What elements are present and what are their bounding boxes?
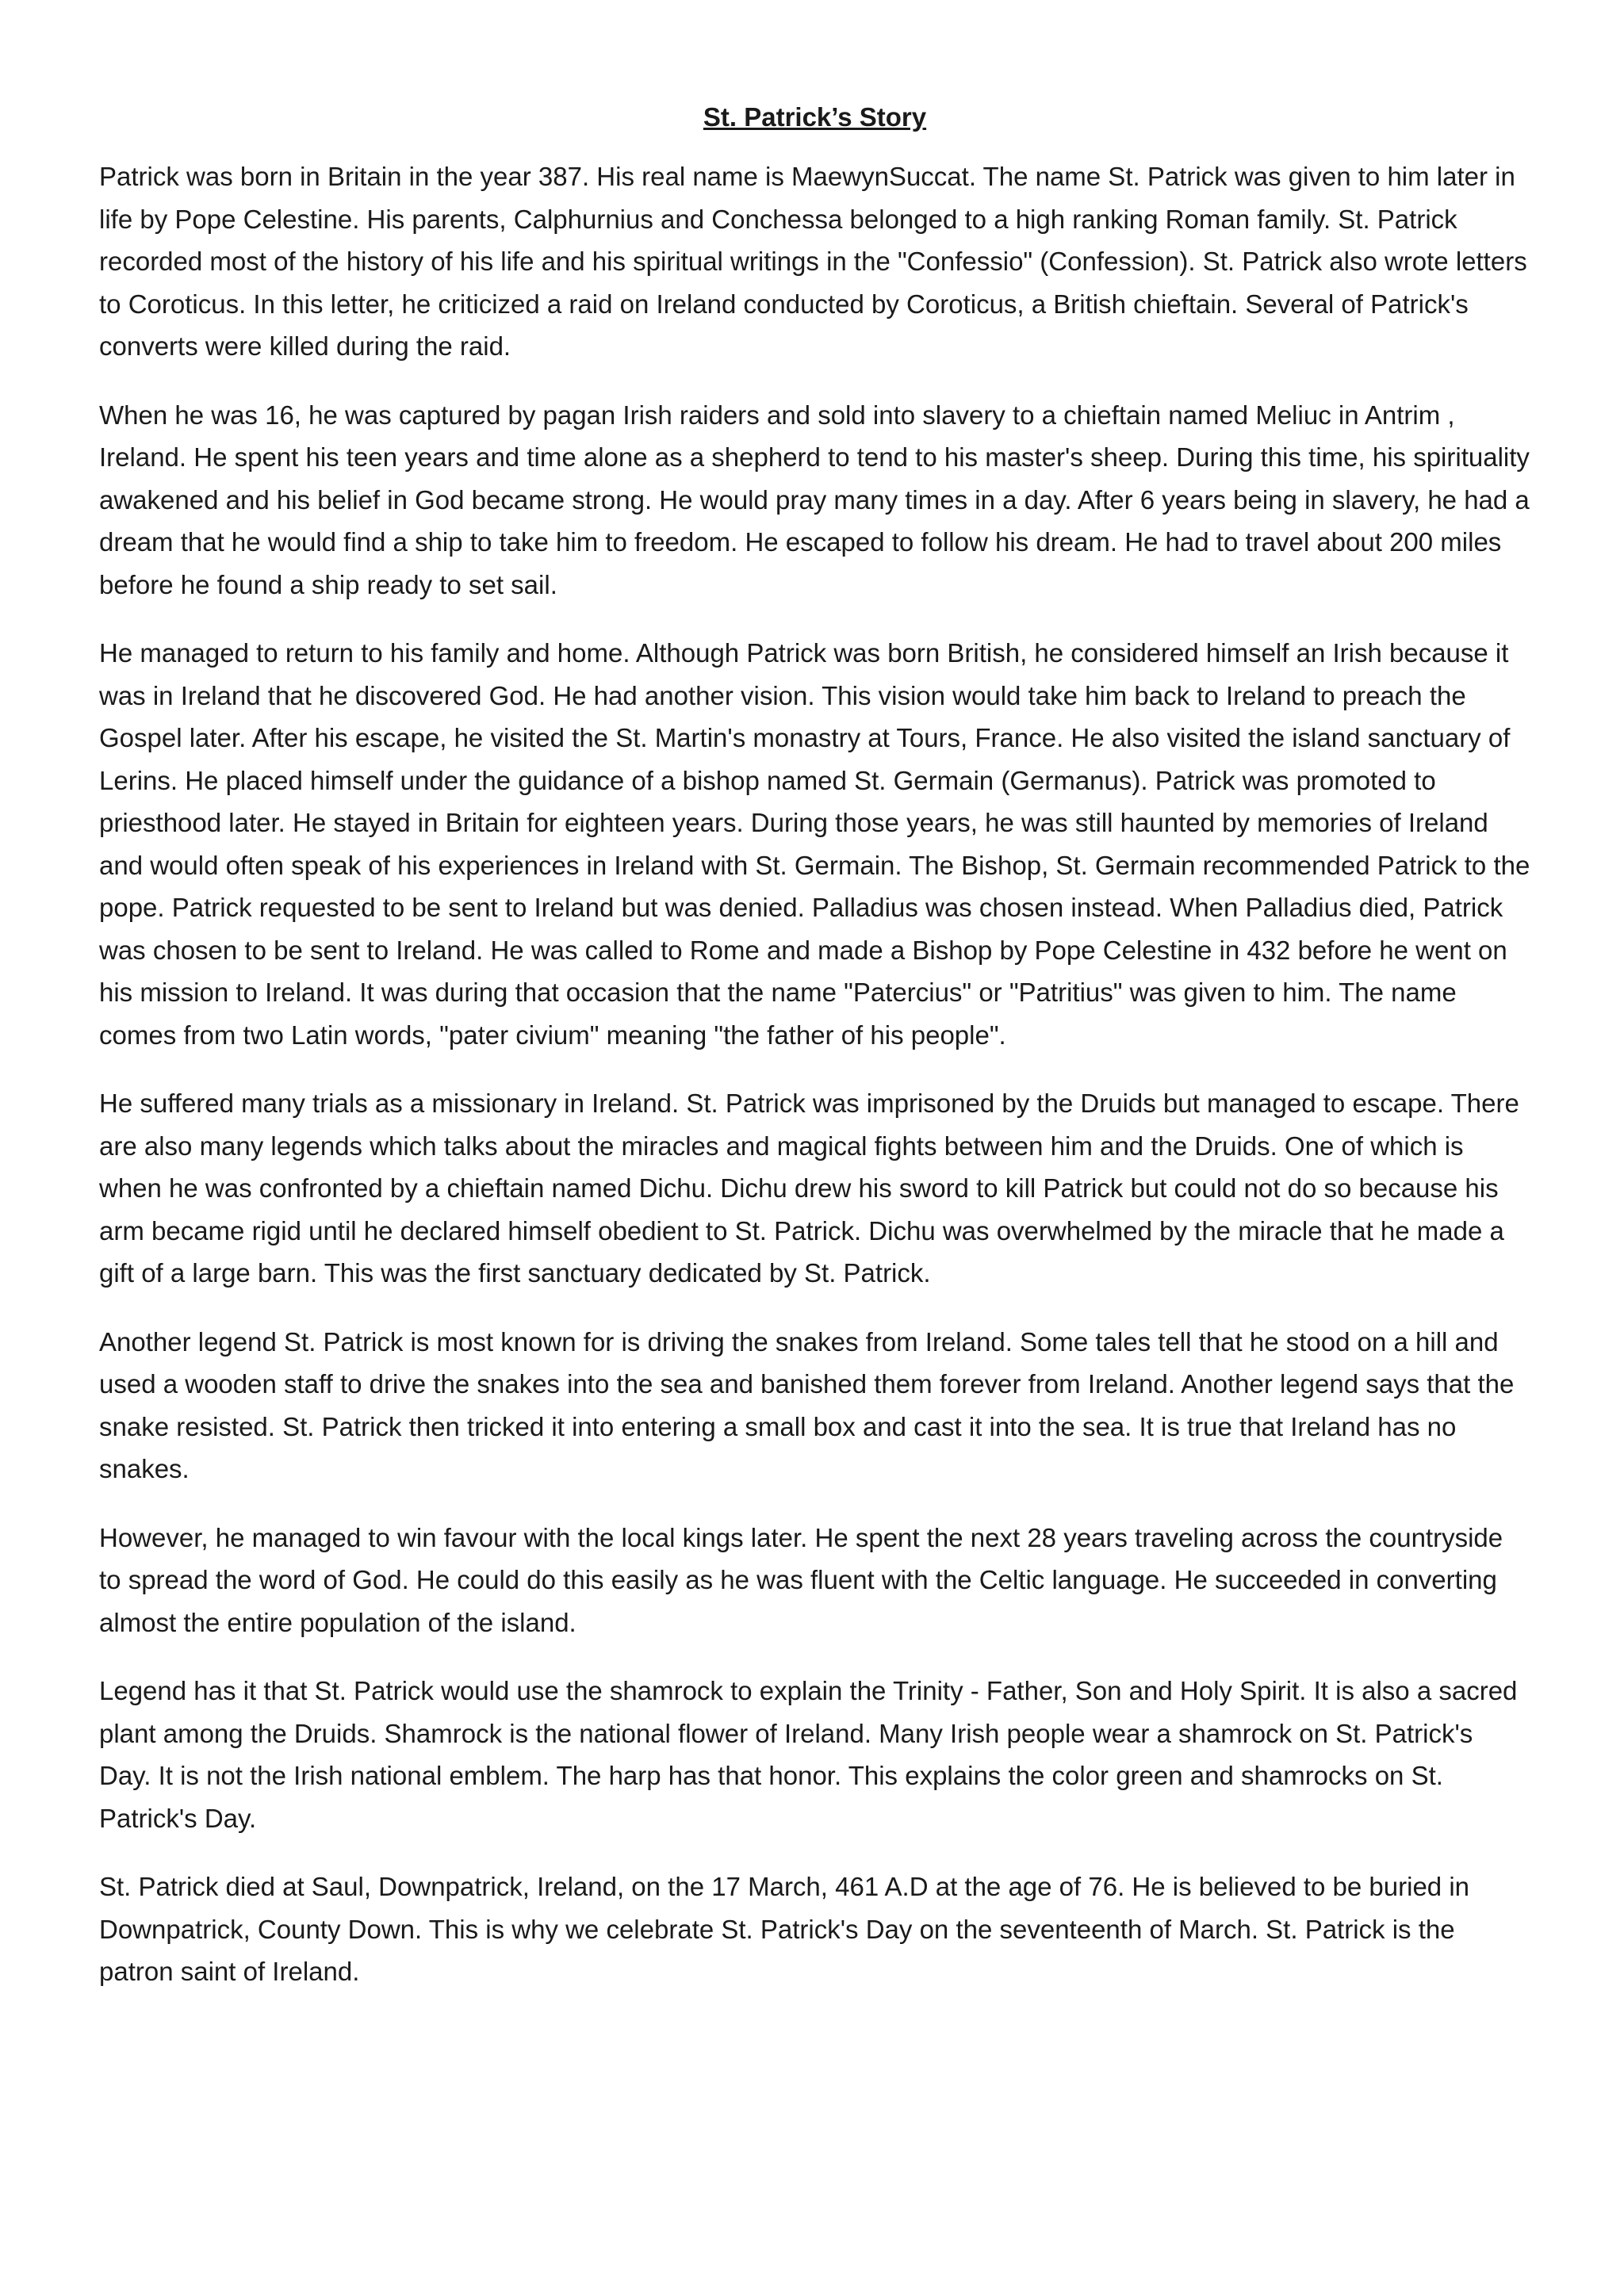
page-title: St. Patrick’s Story: [703, 102, 927, 132]
paragraph-slavery: When he was 16, he was captured by pagan Irish raiders and sold into slavery to a chieftain named Meliuc in Antrim , Ireland. He spent his teen years and time alone as a shepherd to tend to his master's sheep. During this time, his spirituality awakened and his belief in God became strong. He would pray many times in a day. After 6 years being in slavery, he had a dream that he would find a ship to take him to freedom. He escaped to follow his dream. He had to travel about 200 miles before he found a ship ready to set sail.: [99, 400, 1530, 599]
paragraph-death: St. Patrick died at Saul, Downpatrick, Ireland, on the 17 March, 461 A.D at the age of 76. He is believed to be buried in Downpatrick, County Down. This is why we celebrate St. Patrick's Day on the seventeenth of March. St. Patrick is the patron saint of Ireland.: [99, 1872, 1470, 1986]
paragraph-kings: However, he managed to win favour with the local kings later. He spent the next 28 years traveling across the countryside to spread the word of God. He could do this easily as he was fluent with the Celtic language. He succeeded in converting almost the entire population of the island.: [99, 1522, 1503, 1637]
paragraph-shamrock: Legend has it that St. Patrick would use the shamrock to explain the Trinity - Father, Son and Holy Spirit. It is also a sacred plant among the Druids. Shamrock is the national flower of Ireland. Many Irish people wear a shamrock on St. Patrick's Day. It is not the Irish national emblem. The harp has that honor. This explains the color green and shamrocks on St. Patrick's Day.: [99, 1676, 1518, 1833]
paragraph-birth: Patrick was born in Britain in the year 387. His real name is MaewynSuccat. The name St. Patrick was given to him later in life by Pope Celestine. His parents, Calphurnius and Conchessa belonged to a high ranking Roman family. St. Patrick recorded most of the history of his life and his spiritual writings in the "Confessio" (Confession). St. Patrick also wrote letters to Coroticus. In this letter, he criticized a raid on Ireland conducted by Coroticus, a British chieftain. Several of Patrick's converts were killed during the raid.: [99, 162, 1527, 361]
paragraph-return: He managed to return to his family and home. Although Patrick was born British, he considered himself an Irish because it was in Ireland that he discovered God. He had another vision. This vision would take him back to Ireland to preach the Gospel later. After his escape, he visited the St. Martin's monastry at Tours, France. He also visited the island sanctuary of Lerins. He placed himself under the guidance of a bishop named St. Germain (Germanus). Patrick was promoted to priesthood later. He stayed in Britain for eighteen years. During those years, he was still haunted by memories of Ireland and would often speak of his experiences in Ireland with St. Germain. The Bishop, St. Germain recommended Patrick to the pope. Patrick requested to be sent to Ireland but was denied. Palladius was chosen instead. When Palladius died, Patrick was chosen to be sent to Ireland. He was called to Rome and made a Bishop by Pope Celestine in 432 before he went on his mission to Ireland. It was during that occasion that the name "Patercius" or "Patritius" was given to him. The name comes from two Latin words, "pater civium" meaning "the father of his people".: [99, 638, 1530, 1050]
paragraph-snakes: Another legend St. Patrick is most known for is driving the snakes from Ireland. Some tales tell that he stood on a hill and used a wooden staff to drive the snakes into the sea and banished them forever from Ireland. Another legend says that the snake resisted. St. Patrick then tricked it into entering a small box and cast it into the sea. It is true that Ireland has no snakes.: [99, 1326, 1515, 1483]
paragraph-trials: He suffered many trials as a missionary in Ireland. St. Patrick was imprisoned by the Druids but managed to escape. There are also many legends which talks about the miracles and magical fights between him and the Druids. One of which is when he was confronted by a chieftain named Dichu. Dichu drew his sword to kill Patrick but could not do so because his arm became rigid until he declared himself obedient to St. Patrick. Dichu was overwhelmed by the miracle that he made a gift of a large barn. This was the first sanctuary dedicated by St. Patrick.: [99, 1089, 1519, 1288]
